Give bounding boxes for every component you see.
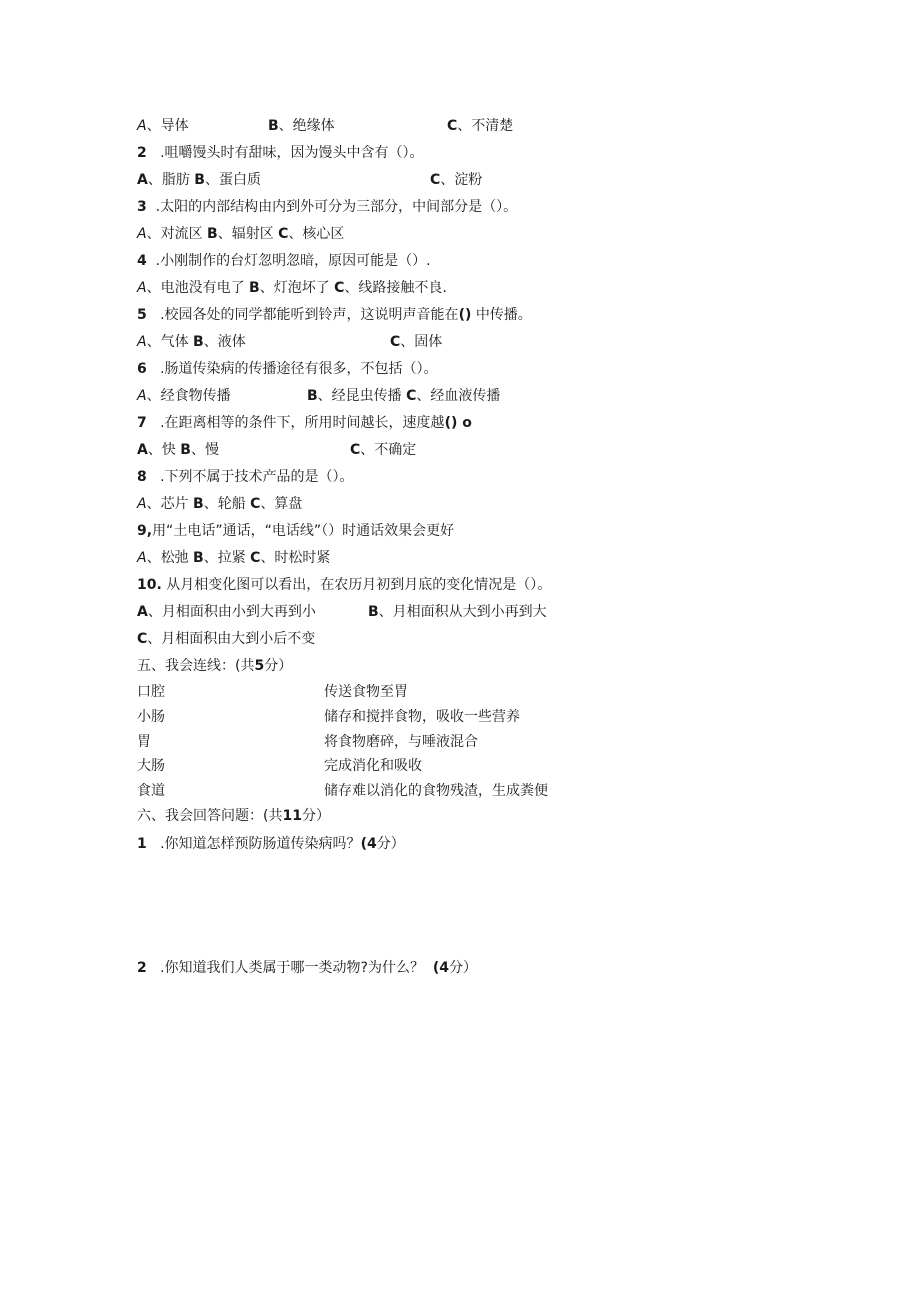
option-letter: B (249, 280, 260, 296)
option-letter: C (250, 550, 261, 566)
question-text: .咀嚼馒头时有甜味，因为馒头中含有（）。 (160, 145, 424, 161)
question-9 (137, 522, 454, 540)
option-text: 、辐射区 (217, 226, 274, 242)
option-letter: A (137, 118, 147, 134)
match-left-item: 小肠 (137, 709, 165, 725)
option-text: 、算盘 (260, 496, 303, 512)
section-title-tail: 分） (264, 658, 293, 674)
option-letter: A (137, 280, 147, 296)
q5-options (137, 333, 246, 351)
option-text: 、电池没有电了 (146, 280, 245, 296)
question-number: 9, (137, 523, 153, 539)
question-text: .肠道传染病的传播途径有很多，不包括（）。 (160, 361, 438, 377)
match-right-item: 完成消化和吸收 (324, 758, 422, 774)
match-left-item: 口腔 (137, 684, 165, 700)
option-text: 、核心区 (288, 226, 345, 242)
option-text: 、固体 (400, 334, 443, 350)
question-7 (137, 414, 472, 432)
option-text: 、不清楚 (457, 118, 514, 134)
option-letter: C (406, 388, 417, 404)
option-text: 、慢 (190, 442, 219, 458)
question-number: 7 (137, 415, 147, 431)
q2-option-c (430, 171, 482, 189)
option-text: 、月相面积由小到大再到小 (147, 604, 316, 620)
question-number: 1 (137, 836, 147, 852)
option-text: 、脂肪 (147, 172, 190, 188)
question-score-tail: 分） (449, 960, 478, 976)
option-letter: A (137, 604, 148, 620)
option-letter: C (390, 334, 401, 350)
option-letter: B (268, 118, 279, 134)
q10-option-c (137, 630, 315, 648)
option-text: 、线路接触不良. (344, 280, 447, 296)
match-right-item: 传送食物至胃 (324, 684, 408, 700)
question-number: 6 (137, 361, 147, 377)
option-text: 、绝缘体 (278, 118, 335, 134)
q4-options (137, 279, 447, 297)
option-letter: A (137, 388, 147, 404)
option-letter: B (193, 550, 204, 566)
option-letter: A (137, 334, 147, 350)
section-points: 5 (254, 658, 265, 674)
question-10 (137, 576, 551, 594)
question-text: 用“土电话”通话，“电话线”（）时通话效果会更好 (152, 523, 455, 539)
option-text: 、不确定 (360, 442, 417, 458)
q10-option-a (137, 603, 316, 621)
option-letter: C (447, 118, 458, 134)
answer-blank: () (458, 307, 472, 323)
match-left-item: 胃 (137, 734, 151, 750)
q5-option-c (390, 333, 442, 351)
option-letter: B (193, 334, 204, 350)
question-text: .你知道怎样预防肠道传染病吗？ (160, 836, 361, 852)
option-letter: C (278, 226, 289, 242)
q6-option-a (137, 387, 231, 405)
question-8 (137, 468, 354, 486)
q1-option-a (137, 117, 189, 135)
option-text: 、松弛 (146, 550, 189, 566)
section-5-title (137, 657, 292, 675)
option-text: 、芯片 (146, 496, 189, 512)
option-text: 、拉紧 (203, 550, 246, 566)
option-text: 、快 (147, 442, 176, 458)
q6-options-bc (307, 387, 500, 405)
question-text: .你知道我们人类属于哪一类动物?为什么？ (160, 960, 424, 976)
question-number: 8 (137, 469, 147, 485)
option-text: 、经昆虫传播 (317, 388, 402, 404)
match-right-item: 将食物磨碎，与唾液混合 (324, 734, 478, 750)
section-points: 11 (282, 808, 302, 824)
question-score-tail: 分） (376, 836, 405, 852)
option-letter: B (180, 442, 191, 458)
q7-option-c (350, 441, 416, 459)
question-6 (137, 360, 438, 378)
option-text: 、时松时紧 (260, 550, 331, 566)
section-title-tail: 分） (301, 808, 330, 824)
section-title-text: 五、我会连线：(共 (137, 658, 255, 674)
option-letter: A (137, 226, 147, 242)
question-text: .太阳的内部结构由内到外可分为三部分，中间部分是（）。 (155, 199, 518, 215)
option-letter: C (430, 172, 441, 188)
option-text: 、淀粉 (440, 172, 483, 188)
match-right-item: 储存难以消化的食物残渣，生成粪便 (324, 783, 548, 799)
question-number: 3 (137, 199, 147, 215)
option-text: 、导体 (146, 118, 189, 134)
question-text-tail: 中传播。 (475, 307, 532, 323)
q2-options (137, 171, 261, 189)
option-letter: A (137, 442, 148, 458)
option-letter: A (137, 550, 147, 566)
question-number: 5 (137, 307, 147, 323)
option-letter: A (137, 172, 148, 188)
option-letter: B (194, 172, 205, 188)
question-number: 4 (137, 253, 147, 269)
option-text: 、蛋白质 (204, 172, 261, 188)
question-text: 从月相变化图可以看出，在农历月初到月底的变化情况是（）。 (166, 577, 552, 593)
option-text: 、灯泡坏了 (259, 280, 330, 296)
option-letter: C (350, 442, 361, 458)
option-text: 、对流区 (146, 226, 203, 242)
question-3 (137, 198, 517, 216)
option-letter: C (137, 631, 148, 647)
question-score: (4 (432, 960, 450, 976)
question-text: .在距离相等的条件下，所用时间越长，速度越 (160, 415, 445, 431)
question-text: .校园各处的同学都能听到铃声，这说明声音能在 (160, 307, 459, 323)
question-number: 2 (137, 145, 147, 161)
option-letter: A (137, 496, 147, 512)
option-letter: B (368, 604, 379, 620)
q9-options (137, 549, 330, 567)
match-right-item: 储存和搅拌食物，吸收一些营养 (324, 709, 520, 725)
q10-option-b (368, 603, 547, 621)
option-letter: C (250, 496, 261, 512)
option-text: 、月相面积从大到小再到大 (378, 604, 547, 620)
option-text: 、轮船 (203, 496, 246, 512)
q3-options (137, 225, 344, 243)
option-text: 、经血液传播 (416, 388, 501, 404)
option-letter: B (307, 388, 318, 404)
q7-options (137, 441, 219, 459)
q1-option-c (447, 117, 513, 135)
answer-blank: () o (444, 415, 472, 431)
question-text: .下列不属于技术产品的是（）。 (160, 469, 354, 485)
answer-question-2 (137, 959, 477, 977)
option-letter: C (334, 280, 345, 296)
question-score: (4 (360, 836, 377, 852)
question-text: .小刚制作的台灯忽明忽暗，原因可能是（）. (155, 253, 431, 269)
match-left-item: 大肠 (137, 758, 165, 774)
question-4 (137, 252, 431, 270)
question-2 (137, 144, 424, 162)
option-letter: B (193, 496, 204, 512)
q1-option-b (268, 117, 335, 135)
section-title-text: 六、我会回答问题：(共 (137, 808, 283, 824)
option-text: 、月相面积由大到小后不变 (147, 631, 316, 647)
q8-options (137, 495, 302, 513)
option-text: 、经食物传播 (146, 388, 231, 404)
option-text: 、气体 (146, 334, 189, 350)
option-text: 、液体 (203, 334, 246, 350)
option-letter: B (207, 226, 218, 242)
question-5 (137, 306, 532, 324)
match-left-item: 食道 (137, 783, 165, 799)
question-number: 2 (137, 960, 147, 976)
question-number: 10. (137, 577, 162, 593)
section-6-title (137, 807, 330, 825)
answer-question-1 (137, 835, 405, 853)
